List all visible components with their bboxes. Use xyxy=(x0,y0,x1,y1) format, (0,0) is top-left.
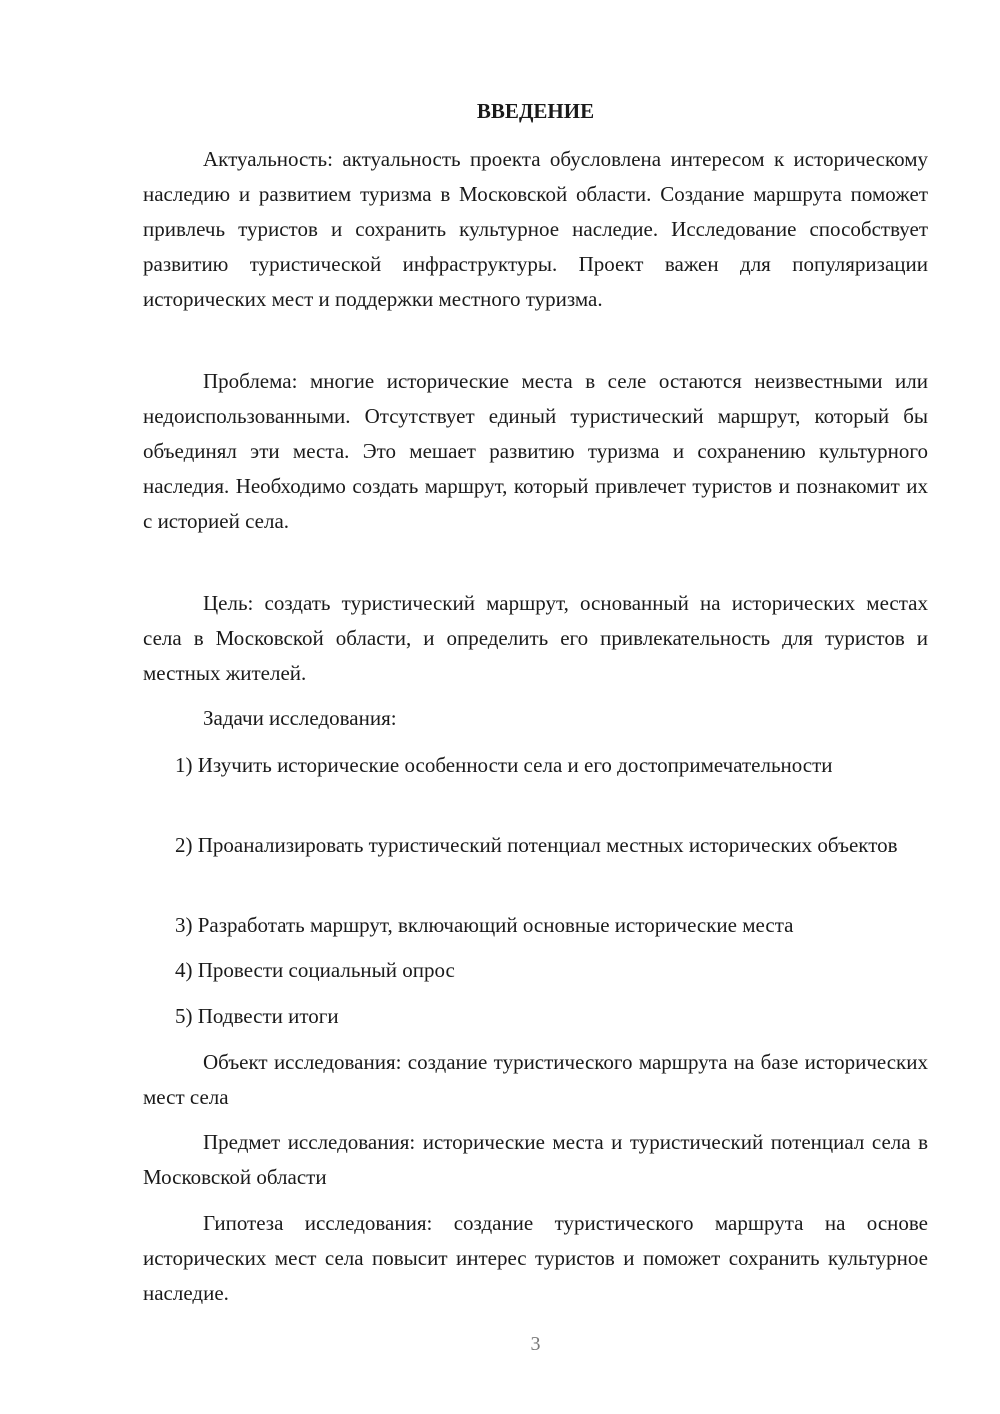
goal-paragraph: Цель: создать туристический маршрут, основанный на исторических местах села в Московской области, и определить его привлекательность для туристов и местных жителей. xyxy=(143,591,928,685)
tasks-title: Задачи исследования: xyxy=(203,706,397,730)
problem-paragraph: Проблема: многие исторические места в селе остаются неизвестными или недоиспользованными. Отсутствует единый туристический маршрут, который бы объединял эти места. Это мешает развитию туризма и сохранению культурного наследия. Необходимо создать маршрут, который привлечет туристов и познакомит их с историей села. xyxy=(143,369,928,533)
page-number: 3 xyxy=(530,1333,541,1355)
task-item-2: 2) Проанализировать туристический потенциал местных исторических объектов xyxy=(175,833,898,857)
task-item-1: 1) Изучить исторические особенности села и его достопримечательности xyxy=(175,753,833,777)
task-item-3: 3) Разработать маршрут, включающий основные исторические места xyxy=(175,913,794,937)
task-item-5: 5) Подвести итоги xyxy=(175,1004,339,1028)
object-paragraph: Объект исследования: создание туристического маршрута на базе исторических мест села xyxy=(143,1050,928,1109)
subject-paragraph: Предмет исследования: исторические места и туристический потенциал села в Московской области xyxy=(143,1130,928,1189)
hypothesis-paragraph: Гипотеза исследования: создание туристического маршрута на основе исторических мест села повысит интерес туристов и поможет сохранить культурное наследие. xyxy=(143,1211,928,1305)
relevance-paragraph: Актуальность: актуальность проекта обусловлена интересом к историческому наследию и развитием туризма в Московской области. Создание маршрута поможет привлечь туристов и сохранить культурное наследие. Исследование способствует развитию туристической инфраструктуры. Проект важен для популяризации исторических мест и поддержки местного туризма. xyxy=(143,147,928,311)
task-item-4: 4) Провести социальный опрос xyxy=(175,958,455,982)
section-heading: ВВЕДЕНИЕ xyxy=(476,99,595,123)
